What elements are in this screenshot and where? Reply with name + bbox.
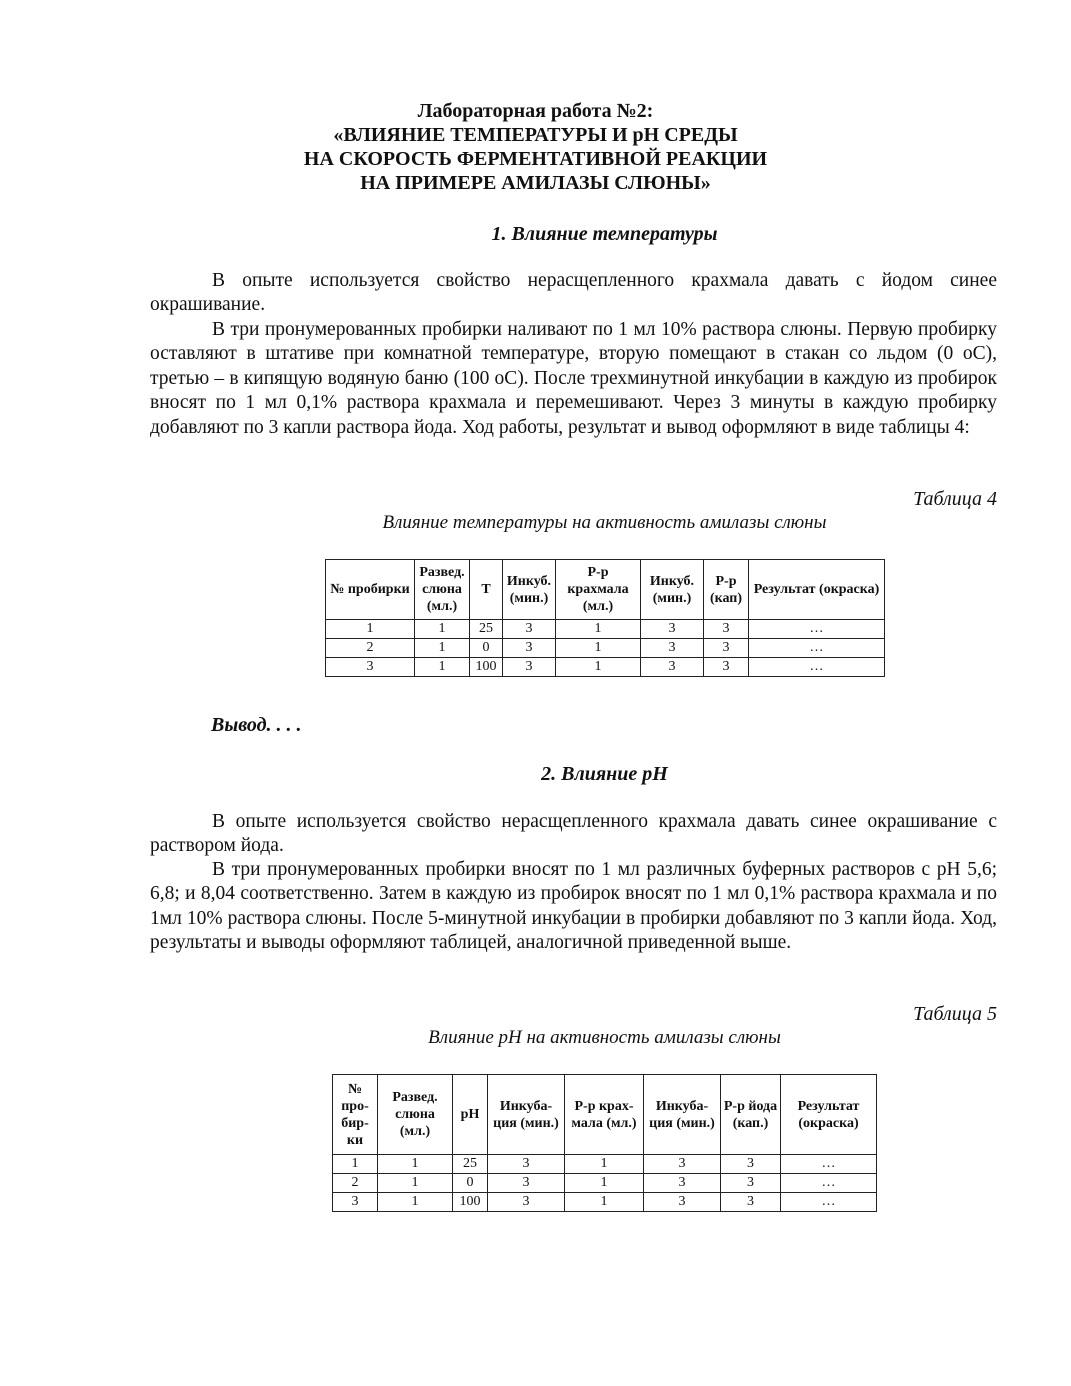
table-cell: 3 xyxy=(641,658,704,677)
table-cell: … xyxy=(749,639,885,658)
table-cell: 1 xyxy=(415,658,470,677)
table-cell: 1 xyxy=(565,1155,644,1174)
table4 xyxy=(325,559,885,677)
table-cell: 1 xyxy=(565,1193,644,1212)
table-cell: … xyxy=(781,1155,877,1174)
table-cell: 3 xyxy=(641,620,704,639)
section2-paragraph-1: В опыте используется свойство нерасщепленного крахмала давать синее окрашивание с раствором йода. xyxy=(150,811,997,857)
table-cell: 3 xyxy=(641,639,704,658)
section2-heading: 2. Влияние рН xyxy=(541,763,668,785)
table-cell: 3 xyxy=(503,658,556,677)
table-cell: 1 xyxy=(378,1174,453,1193)
conclusion: Вывод. . . . xyxy=(211,714,302,736)
table5 xyxy=(332,1074,877,1212)
table5-header-cell: Инкуба-ция (мин.) xyxy=(488,1075,565,1155)
section1-heading: 1. Влияние температуры xyxy=(491,223,718,245)
table5-name: Влияние рН на активность амилазы слюны xyxy=(428,1027,781,1048)
table-cell: 3 xyxy=(488,1193,565,1212)
table-cell: 3 xyxy=(721,1174,781,1193)
table-row xyxy=(326,620,885,639)
table-cell: … xyxy=(781,1193,877,1212)
table-cell: 3 xyxy=(333,1193,378,1212)
table-cell: 1 xyxy=(556,658,641,677)
table-cell: 3 xyxy=(326,658,415,677)
table-cell: … xyxy=(749,658,885,677)
table-cell: 3 xyxy=(488,1174,565,1193)
table5-header-cell: рН xyxy=(453,1075,488,1155)
table-cell: 0 xyxy=(453,1174,488,1193)
table4-header-cell: Р-р крахмала (мл.) xyxy=(556,560,641,620)
table-cell: 3 xyxy=(503,620,556,639)
table4-header-cell: Инкуб. (мин.) xyxy=(503,560,556,620)
table5-header-cell: № про-бир-ки xyxy=(333,1075,378,1155)
section1-paragraph-1: В опыте используется свойство нерасщепленного крахмала давать с йодом синее окрашивание. xyxy=(150,270,997,316)
table-cell: 2 xyxy=(326,639,415,658)
table-cell: 3 xyxy=(644,1193,721,1212)
table-cell: 100 xyxy=(453,1193,488,1212)
table4-name: Влияние температуры на активность амилазы слюны xyxy=(382,512,827,533)
table5-header-cell: Р-р йода (кап.) xyxy=(721,1075,781,1155)
table-row xyxy=(326,639,885,658)
table-cell: 3 xyxy=(503,639,556,658)
table5-caption: Таблица 5 xyxy=(913,1003,997,1025)
table-cell: … xyxy=(781,1174,877,1193)
section2-paragraph-2: В три пронумерованных пробирки вносят по 1 мл различных буферных растворов с рН 5,6; 6,8; и 8,04 соответственно. Затем в каждую из пробирок вносят по 1 мл 0,1% раствора крахмала и по 1мл 10% раствора слюны. После 5-минутной инкубации в пробирки добавляют по 3 капли йода. Ход, результаты и выводы оформляют таблицей, аналогичной приведенной выше. xyxy=(150,859,997,954)
table-row xyxy=(333,1193,877,1212)
table-cell: 3 xyxy=(644,1155,721,1174)
table-cell: 3 xyxy=(704,658,749,677)
document-title xyxy=(0,99,1071,195)
table-cell: 25 xyxy=(453,1155,488,1174)
table5-header-cell: Инкуба-ция (мин.) xyxy=(644,1075,721,1155)
title-line-4: НА ПРИМЕРЕ АМИЛАЗЫ СЛЮНЫ» xyxy=(360,172,711,194)
table-cell: 3 xyxy=(704,639,749,658)
table4-header-cell: № пробирки xyxy=(326,560,415,620)
table-cell: 3 xyxy=(488,1155,565,1174)
title-line-1: Лабораторная работа №2: xyxy=(417,100,654,122)
table-cell: 1 xyxy=(378,1193,453,1212)
table5-header-cell: Развед. слюна (мл.) xyxy=(378,1075,453,1155)
table4-header-row xyxy=(326,560,885,620)
table4-header-cell: Развед. слюна (мл.) xyxy=(415,560,470,620)
title-line-2: «ВЛИЯНИЕ ТЕМПЕРАТУРЫ И рН СРЕДЫ xyxy=(333,124,738,146)
table5-header-cell: Результат (окраска) xyxy=(781,1075,877,1155)
table4-header-cell: Результат (окраска) xyxy=(749,560,885,620)
table-cell: … xyxy=(749,620,885,639)
table4-caption: Таблица 4 xyxy=(913,488,997,510)
table-row xyxy=(333,1174,877,1193)
title-line-3: НА СКОРОСТЬ ФЕРМЕНТАТИВНОЙ РЕАКЦИИ xyxy=(303,148,768,170)
table-cell: 1 xyxy=(556,620,641,639)
table-cell: 1 xyxy=(333,1155,378,1174)
table-cell: 1 xyxy=(556,639,641,658)
table-cell: 1 xyxy=(415,620,470,639)
table-cell: 1 xyxy=(326,620,415,639)
table4-header-cell: Инкуб. (мин.) xyxy=(641,560,704,620)
table-cell: 100 xyxy=(470,658,503,677)
table4-header-cell: Р-р (кап) xyxy=(704,560,749,620)
table4-header-cell: Т xyxy=(470,560,503,620)
table-cell: 3 xyxy=(721,1155,781,1174)
table-cell: 1 xyxy=(378,1155,453,1174)
table5-header-row xyxy=(333,1075,877,1155)
table-cell: 1 xyxy=(415,639,470,658)
table-cell: 3 xyxy=(721,1193,781,1212)
table-cell: 2 xyxy=(333,1174,378,1193)
table-cell: 0 xyxy=(470,639,503,658)
table-row xyxy=(326,658,885,677)
table-cell: 1 xyxy=(565,1174,644,1193)
table-cell: 3 xyxy=(704,620,749,639)
table-cell: 25 xyxy=(470,620,503,639)
table-row xyxy=(333,1155,877,1174)
table-cell: 3 xyxy=(644,1174,721,1193)
table5-header-cell: Р-р крах-мала (мл.) xyxy=(565,1075,644,1155)
section1-paragraph-2: В три пронумерованных пробирки наливают по 1 мл 10% раствора слюны. Первую пробирку оставляют в штативе при комнатной температуре, вторую помещают в стакан со льдом (0 оС), третью – в кипящую водяную баню (100 оС). После трехминутной инкубации в каждую из пробирок вносят по 1 мл 0,1% раствора крахмала и перемешивают. Через 3 минуты в каждую пробирку добавляют по 3 капли раствора йода. Ход работы, результат и вывод оформляют в виде таблицы 4: xyxy=(150,319,997,438)
